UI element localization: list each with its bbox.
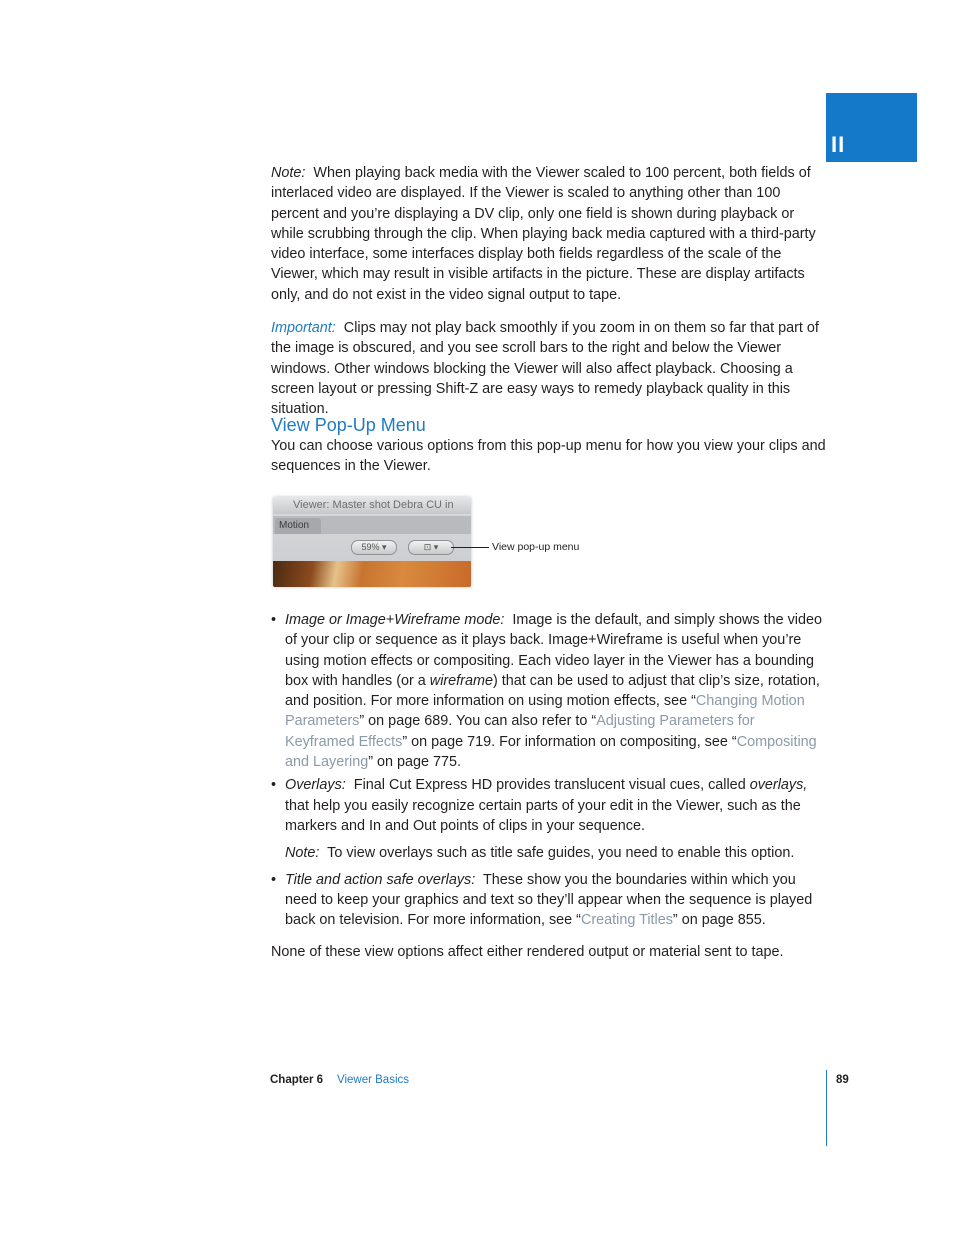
item-text: ” on page 689. You can also refer to “	[359, 713, 597, 730]
cross-reference-link[interactable]: Changing Motion Parameters	[285, 693, 805, 730]
section-heading: View Pop-Up Menu	[271, 415, 426, 435]
part-tab-label: II	[831, 132, 846, 157]
bullet-dot: •	[271, 777, 277, 794]
item-text: that help you easily recognize certain parts of your edit in the Viewer, such as the markers and In and Out points of clips in your sequence.	[285, 797, 801, 834]
important-text: Clips may not play back smoothly if you zoom in on them so far that part of the image is obscured, and you see scroll bars to the right and below the Viewer windows. Other windows blocking the Viewer will also affect playback. Choosing a screen layout or pressing Shift-Z are easy ways to remedy playback quality in this situation.	[271, 320, 819, 418]
note-paragraph	[271, 163, 826, 305]
chevron-down-icon: ▾	[382, 542, 387, 552]
view-mode-icon: ⊡	[423, 542, 432, 552]
chevron-down-icon: ▾	[433, 542, 439, 552]
note-lead: Note:	[271, 165, 306, 181]
item-lead: Overlays:	[285, 777, 346, 794]
callout-label: View pop-up menu	[492, 541, 580, 553]
viewer-window-screenshot	[273, 497, 471, 587]
note-lead: Note:	[285, 845, 320, 862]
item-text: Final Cut Express HD provides translucent visual cues, called	[353, 777, 746, 794]
callout-line	[451, 547, 489, 548]
zoom-popup-button[interactable]	[351, 540, 397, 555]
important-paragraph	[271, 318, 826, 419]
item-lead: Title and action safe overlays:	[285, 871, 476, 888]
item-emphasis: wireframe	[429, 672, 493, 689]
item-text: Image is the default, and simply shows the video of your clip or sequence as it plays back. Image+Wireframe is useful when you’re using motion effects or compositing. Each video layer in the Viewer has a bounding box with handles (or a	[285, 612, 822, 689]
bullet-dot: •	[271, 871, 277, 888]
video-frame-image	[273, 561, 471, 587]
note-text: When playing back media with the Viewer scaled to 100 percent, both fields of interlaced video are displayed. If the Viewer is scaled to anything other than 100 percent and you’re displaying a DV clip, only one field is shown during playback or while scrubbing through the clip. When playing back media captured with a third-party video interface, some interfaces display both fields regardless of the scale of the Viewer, which may result in visible artifacts in the picture. These are display artifacts only, and do not exist in the video signal output to tape.	[271, 165, 816, 303]
page-number: 89	[836, 1074, 849, 1086]
zoom-value: 59%	[361, 542, 380, 552]
footer-chapter: Chapter 6	[270, 1074, 324, 1086]
cross-reference-link[interactable]: Creating Titles	[580, 912, 673, 929]
item-emphasis: overlays,	[749, 777, 808, 794]
cross-reference-link[interactable]: Adjusting Parameters for Keyframed Effects	[285, 713, 755, 750]
item-text: ” on page 719. For information on compositing, see “	[402, 733, 737, 750]
overlay-note	[271, 843, 826, 863]
list-item	[271, 775, 826, 836]
viewer-window-title: Viewer: Master shot Debra CU in	[273, 497, 471, 514]
item-text: ) that can be used to adjust that clip’s size, rotation, and position. For more information on using motion effects, see “	[285, 672, 820, 710]
closing-paragraph: None of these view options affect either rendered output or material sent to tape.	[271, 944, 784, 961]
section	[271, 414, 826, 477]
list-item	[271, 610, 826, 772]
bullet-list	[271, 610, 826, 836]
bullet-list-wrap	[271, 610, 826, 963]
cross-reference-link[interactable]: Compositing and Layering	[285, 733, 817, 771]
footer-chapter-title[interactable]: Viewer Basics	[337, 1074, 410, 1086]
bullet-dot: •	[271, 612, 277, 628]
item-text: ” on page 775.	[368, 754, 462, 771]
part-tab	[826, 93, 917, 162]
bullet-list	[271, 870, 826, 931]
item-text: These show you the boundaries within which you need to keep your graphics and text so they’ll appear when the sequence is played back on television. For more information, see “	[285, 871, 813, 929]
list-item	[271, 870, 826, 931]
viewer-figure	[273, 497, 473, 589]
important-lead: Important:	[271, 320, 336, 336]
viewer-tab-row	[273, 516, 471, 534]
view-popup-button[interactable]	[408, 540, 454, 555]
footer-rule	[826, 1070, 827, 1146]
viewer-motion-tab[interactable]: Motion	[275, 518, 321, 534]
item-lead: Image or Image+Wireframe mode:	[285, 612, 505, 628]
section-intro: You can choose various options from this pop-up menu for how you view your clips and sequences in the Viewer.	[271, 438, 826, 475]
note-text: To view overlays such as title safe guides, you need to enable this option.	[327, 845, 795, 862]
item-text: ” on page 855.	[672, 912, 766, 929]
